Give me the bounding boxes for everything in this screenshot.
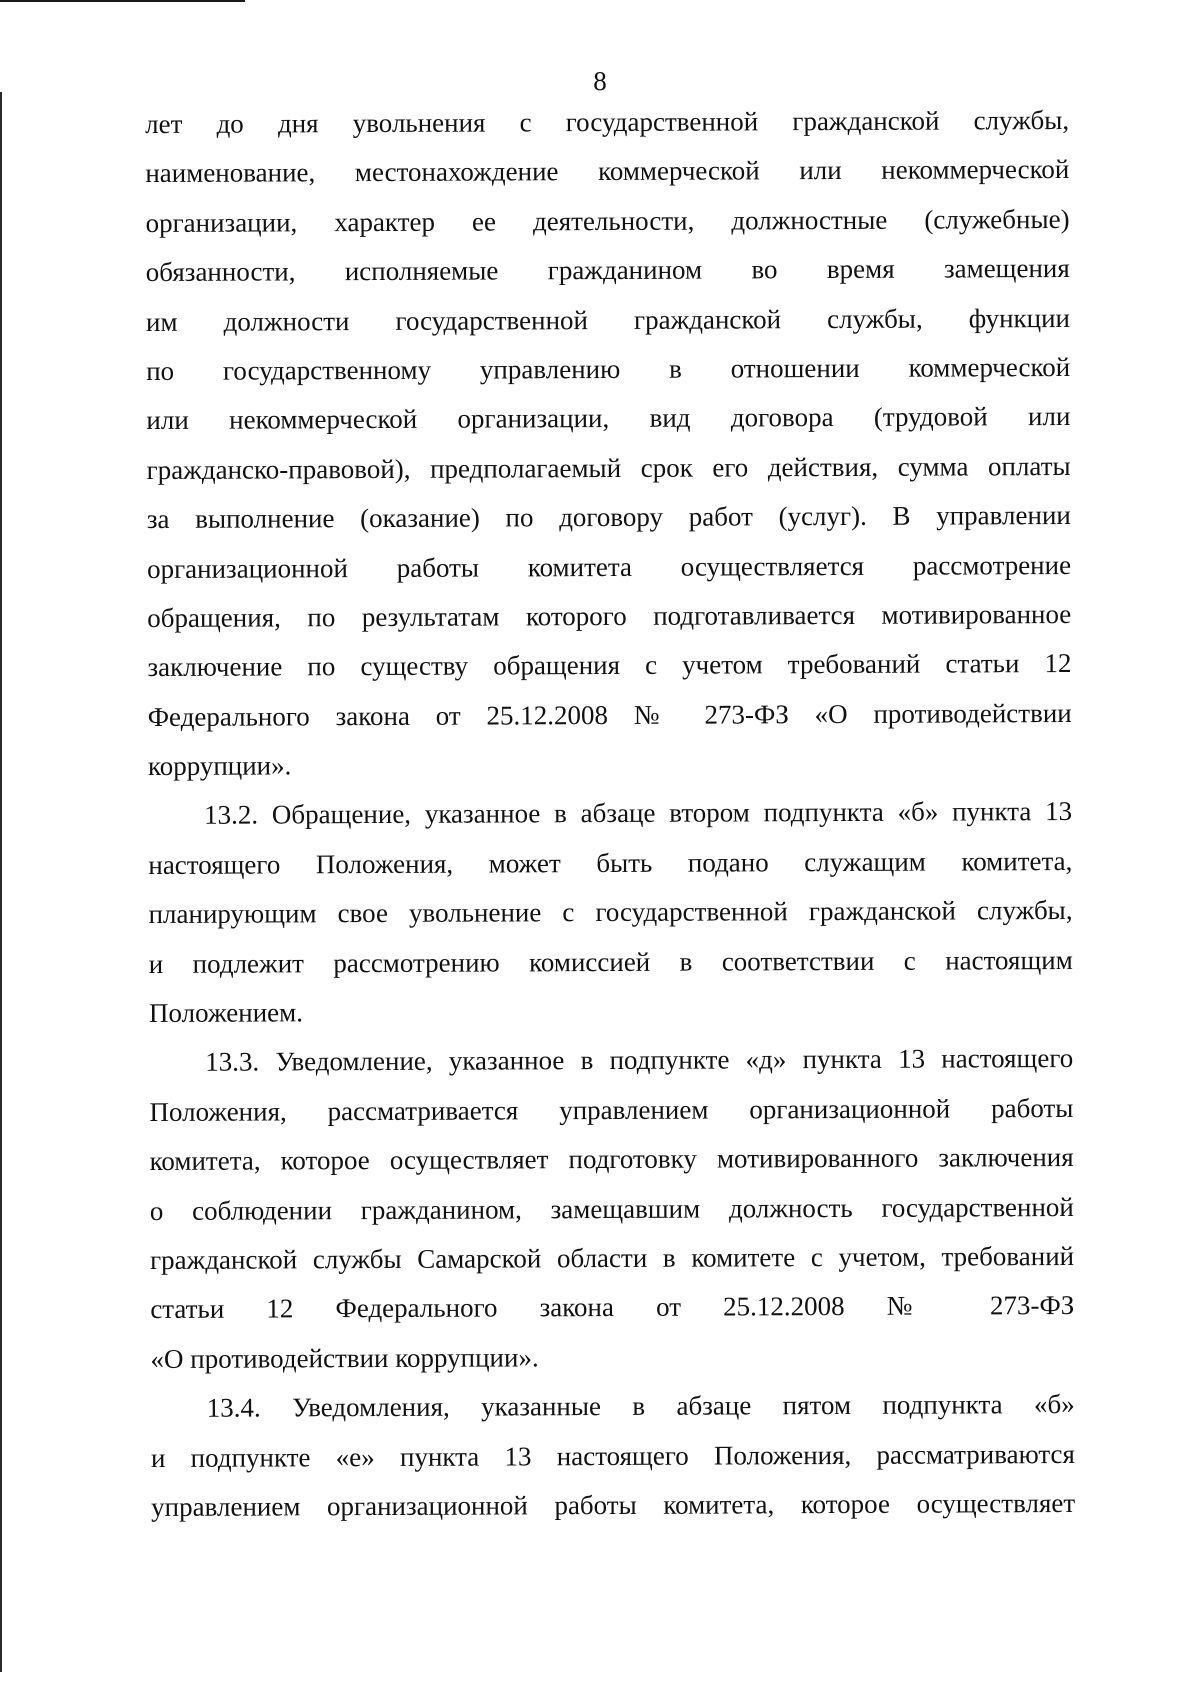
text-line: о соблюдении гражданином, замещавшим должность государственной [149, 1191, 1074, 1226]
text-line: гражданской службы Самарской области в комитете с учетом, требований [149, 1240, 1075, 1275]
page-number: 8 [593, 66, 607, 96]
text-line: заключение по существу обращения с учетом требований статьи 12 [147, 648, 1072, 683]
text-line: комитета, которое осуществляет подготовку мотивированного заключения [149, 1142, 1074, 1177]
text-line: наименование, местонахождение коммерческой или некоммерческой [145, 154, 1070, 189]
text-line: Положения, рассматривается управлением организационной работы [149, 1092, 1074, 1127]
paragraph-13-3 [149, 1034, 1074, 1384]
text-line: Положением. [148, 997, 304, 1029]
text-line: 13.2. Обращение, указанное в абзаце втором подпункта «б» пункта 13 [204, 796, 1073, 831]
text-line: или некоммерческой организации, вид договора (трудовой или [146, 401, 1071, 436]
text-line: обращения, по результатам которого подготавливается мотивированное [147, 598, 1072, 633]
text-line: настоящего Положения, может быть подано служащим комитета, [148, 845, 1073, 880]
text-line: за выполнение (оказание) по договору работ (услуг). В управлении [146, 500, 1071, 535]
paragraph-13-4 [151, 1380, 1076, 1532]
text-line: коррупции». [147, 750, 292, 782]
text-line: планирующим свое увольнение с государственной гражданской службы, [148, 895, 1073, 930]
text-line: по государственному управлению в отношении коммерческой [146, 351, 1071, 386]
text-line: управлением организационной работы комитета, которое осуществляет [151, 1487, 1076, 1522]
text-line: гражданско-правовой), предполагаемый срок его действия, сумма оплаты [146, 450, 1071, 485]
text-line: и подпункте «е» пункта 13 настоящего Положения, рассматриваются [150, 1438, 1075, 1473]
text-line: 13.4. Уведомления, указанные в абзаце пятом подпункта «б» [206, 1389, 1075, 1423]
document-body [145, 96, 1075, 1532]
text-line: обязанности, исполняемые гражданином во время замещения [145, 253, 1070, 288]
text-line: организационной работы комитета осуществляется рассмотрение [146, 549, 1072, 584]
text-line: статьи 12 Федерального закона от 25.12.2008 № 273-ФЗ [150, 1290, 1075, 1325]
text-line: «О противодействии коррупции». [150, 1342, 539, 1374]
paragraph-continuation [145, 96, 1072, 791]
text-line: 13.3. Уведомление, указанное в подпункте «д» пункта 13 настоящего [205, 1043, 1074, 1078]
text-line: и подлежит рассмотрению комиссией в соответствии с настоящим [148, 944, 1073, 979]
text-line: им должности государственной гражданской службы, функции [145, 302, 1071, 337]
text-line: лет до дня увольнения с государственной гражданской службы, [145, 104, 1070, 139]
paragraph-13-2 [148, 787, 1073, 1038]
scan-edge-left [0, 92, 2, 1672]
text-line: Федерального закона от 25.12.2008 № 273-ФЗ «О противодействии [147, 697, 1072, 732]
scan-edge-top [0, 0, 245, 2]
text-line: организации, характер ее деятельности, должностные (служебные) [145, 203, 1070, 238]
